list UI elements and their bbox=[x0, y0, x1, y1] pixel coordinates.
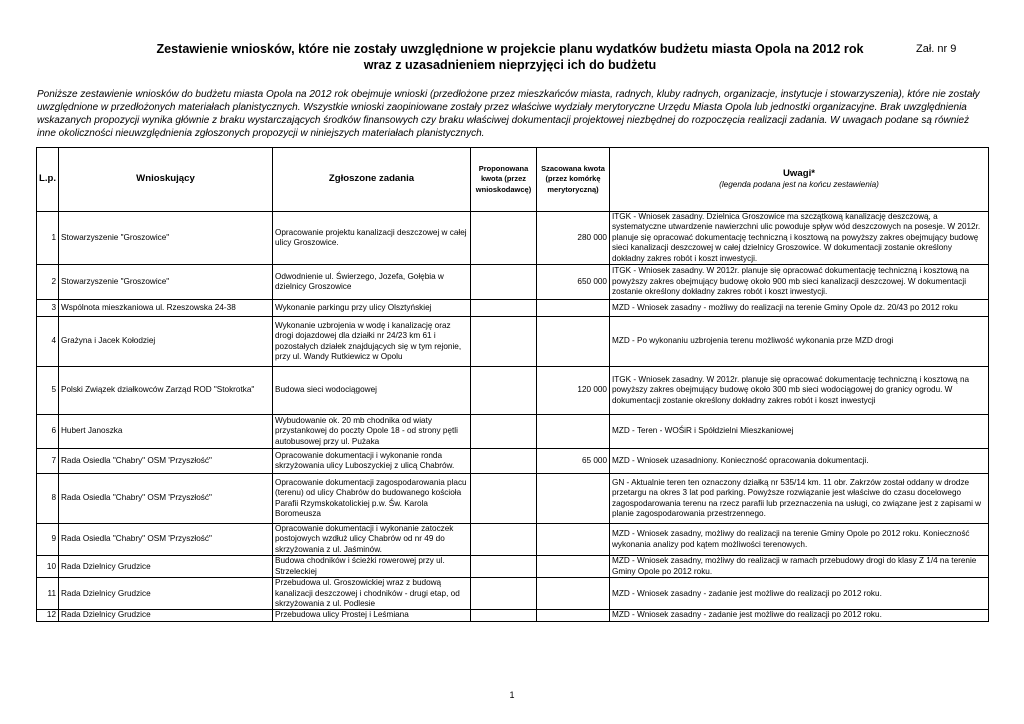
cell-remarks: MZD - Wniosek zasadny - zadanie jest możliwe do realizacji po 2012 roku. bbox=[610, 610, 989, 621]
table-row bbox=[37, 367, 989, 415]
cell-proposed-amount bbox=[471, 524, 537, 556]
cell-applicant: Rada Osiedla "Chabry" OSM 'Przyszłość" bbox=[59, 449, 273, 474]
cell-task: Opracowanie projektu kanalizacji deszczowej w całej ulicy Groszowice. bbox=[273, 212, 471, 265]
page-number: 1 bbox=[509, 690, 515, 700]
cell-applicant: Hubert Janoszka bbox=[59, 415, 273, 449]
cell-proposed-amount bbox=[471, 317, 537, 367]
table-row bbox=[37, 474, 989, 524]
cell-applicant: Rada Dzielnicy Grudzice bbox=[59, 578, 273, 610]
cell-applicant: Rada Dzielnicy Grudzice bbox=[59, 610, 273, 621]
cell-lp: 5 bbox=[37, 367, 59, 415]
table-row bbox=[37, 300, 989, 317]
header-task: Zgłoszone zadania bbox=[273, 148, 471, 212]
table-row bbox=[37, 212, 989, 265]
title-line-2: wraz z uzasadnieniem nieprzyjęci ich do budżetu bbox=[363, 58, 657, 72]
cell-proposed-amount bbox=[471, 367, 537, 415]
table-header-row bbox=[37, 148, 989, 212]
cell-lp: 2 bbox=[37, 265, 59, 300]
cell-remarks: MZD - Po wykonaniu uzbrojenia terenu możliwość wykonania prze MZD drogi bbox=[610, 317, 989, 367]
cell-estimated-amount bbox=[537, 610, 610, 621]
header-applicant: Wnioskujący bbox=[59, 148, 273, 212]
cell-lp: 1 bbox=[37, 212, 59, 265]
cell-applicant: Wspólnota mieszkaniowa ul. Rzeszowska 24-38 bbox=[59, 300, 273, 317]
cell-estimated-amount: 280 000 bbox=[537, 212, 610, 265]
cell-estimated-amount: 650 000 bbox=[537, 265, 610, 300]
cell-remarks: MZD - Wniosek zasadny, możliwy do realizacji w ramach przebudowy drogi do klasy Z 1/4 na terenie Gminy Opole po 2012 roku. bbox=[610, 556, 989, 578]
cell-applicant: Polski Związek działkowców Zarząd ROD "Stokrotka" bbox=[59, 367, 273, 415]
table-row bbox=[37, 317, 989, 367]
attachment-label: Zał. nr 9 bbox=[916, 43, 957, 55]
cell-lp: 4 bbox=[37, 317, 59, 367]
header-lp: L.p. bbox=[37, 148, 59, 212]
cell-applicant: Rada Osiedla "Chabry" OSM 'Przyszłość" bbox=[59, 524, 273, 556]
cell-estimated-amount bbox=[537, 300, 610, 317]
cell-proposed-amount bbox=[471, 212, 537, 265]
cell-applicant: Stowarzyszenie "Groszowice" bbox=[59, 265, 273, 300]
header-estimated-amount: Szacowana kwota (przez komórkę merytoryczną) bbox=[537, 148, 610, 212]
header-remarks bbox=[610, 148, 989, 212]
cell-remarks: MZD - Wniosek uzasadniony. Konieczność opracowania dokumentacji. bbox=[610, 449, 989, 474]
cell-remarks: MZD - Wniosek zasadny - zadanie jest możliwe do realizacji po 2012 roku. bbox=[610, 578, 989, 610]
cell-estimated-amount bbox=[537, 578, 610, 610]
cell-applicant: Rada Dzielnicy Grudzice bbox=[59, 556, 273, 578]
title-line-1: Zestawienie wniosków, które nie zostały uwzględnione w projekcie planu wydatków budżetu miasta Opola na 2012 rok bbox=[156, 42, 864, 56]
cell-task: Opracowanie dokumentacji zagospodarowania placu (terenu) od ulicy Chabrów do budowanego kościoła Parafii Rzymskokatolickiej p.w. Św. Karola Boromeusza bbox=[273, 474, 471, 524]
cell-task: Przebudowa ulicy Prostej i Leśmiana bbox=[273, 610, 471, 621]
cell-lp: 9 bbox=[37, 524, 59, 556]
cell-lp: 10 bbox=[37, 556, 59, 578]
cell-remarks: GN - Aktualnie teren ten oznaczony działką nr 535/14 km. 11 obr. Zakrzów został oddany w drodze przetargu na okres 3 lat pod parking. Powyższe rozwiązanie jest właściwe do czasu docelowego zagospodarowania terenu na rzecz parafii lub przeznaczenia na usługi, co związane jest z zapisami w planie zagospodarowania przestrzennego. bbox=[610, 474, 989, 524]
cell-task: Wybudowanie ok. 20 mb chodnika od wiaty przystankowej do poczty Opole 18 - od strony pętli autobusowej przy ul. Pużaka bbox=[273, 415, 471, 449]
cell-task: Opracowanie dokumentacji i wykonanie zatoczek postojowych wzdłuż ulicy Chabrów od nr 49 do skrzyżowania z ul. Jaśminów. bbox=[273, 524, 471, 556]
cell-remarks: MZD - Teren - WOŚiR i Spółdzielni Mieszkaniowej bbox=[610, 415, 989, 449]
table-body bbox=[37, 212, 989, 622]
table-row bbox=[37, 610, 989, 621]
header-remarks-legend: (legenda podana jest na końcu zestawienia) bbox=[719, 179, 879, 189]
table-row bbox=[37, 415, 989, 449]
cell-estimated-amount: 65 000 bbox=[537, 449, 610, 474]
cell-task: Wykonanie uzbrojenia w wodę i kanalizację oraz drogi dojazdowej dla działki nr 24/23 km 61 i pozostałych działek znajdujących się w tym rejonie, przy ul. Wandy Rutkiewicz w Opolu bbox=[273, 317, 471, 367]
cell-applicant: Rada Osiedla "Chabry" OSM 'Przyszłość" bbox=[59, 474, 273, 524]
cell-task: Odwodnienie ul. Świerzego, Jozefa, Gołębia w dzielnicy Groszowice bbox=[273, 265, 471, 300]
cell-remarks: ITGK - Wniosek zasadny. W 2012r. planuje się opracować dokumentację techniczną i kosztową na powyższy zakres obejmujący budowę około 300 mb sieci wodociągowej do granicy ogrodu. W dokumentacji zostanie określony dokładny zakres robót i koszt inwestycji bbox=[610, 367, 989, 415]
cell-proposed-amount bbox=[471, 556, 537, 578]
cell-estimated-amount bbox=[537, 317, 610, 367]
table-row bbox=[37, 578, 989, 610]
cell-remarks: ITGK - Wniosek zasadny. Dzielnica Groszowice ma szczątkową kanalizację deszczową, a systematyczne utwardzenie nawierzchni ulic powoduje spływ wód deszczowych na posesje. W 2012r. planuje się opracować dokumentację techniczną i kosztową na powyższy zakres obejmujący budowę sieci kanalizacji deszczowej w całej dzielnicy Groszowice. W dokumentacji zostanie określony dokładny zakres robót i koszt inwestycji. bbox=[610, 212, 989, 265]
table-row bbox=[37, 265, 989, 300]
cell-proposed-amount bbox=[471, 578, 537, 610]
cell-estimated-amount bbox=[537, 474, 610, 524]
cell-applicant: Stowarzyszenie "Groszowice" bbox=[59, 212, 273, 265]
header-proposed-amount: Proponowana kwota (przez wnioskodawcę) bbox=[471, 148, 537, 212]
cell-lp: 11 bbox=[37, 578, 59, 610]
cell-proposed-amount bbox=[471, 610, 537, 621]
cell-proposed-amount bbox=[471, 474, 537, 524]
cell-applicant: Grażyna i Jacek Kołodziej bbox=[59, 317, 273, 367]
cell-task: Wykonanie parkingu przy ulicy Olsztyńskiej bbox=[273, 300, 471, 317]
cell-lp: 7 bbox=[37, 449, 59, 474]
intro-paragraph: Poniższe zestawienie wniosków do budżetu miasta Opola na 2012 rok obejmuje wnioski (przedłożone przez mieszkańców miasta, radnych, kluby radnych, organizacje, instytucje i stowarzyszenia), które nie zostały uwzględnione w przedłożonych materiałach planistycznych. Wszystkie wnioski zaopiniowane zostały przez właściwe wydziały merytoryczne Urzędu Miasta Opola lub jednostki organizacyjne. Brak uwzględnienia wskazanych propozycji wynika głównie z braku wystarczających środków finansowych czy braku właściwej dokumentacji projektowej niezbędnej do rozpoczęcia realizacji zadania. W uwagach podane są również inne okoliczności nieuwzględnienia zgłoszonych propozycji w niniejszych materiałach planistycznych. bbox=[37, 89, 980, 139]
document-title bbox=[140, 41, 880, 73]
cell-estimated-amount bbox=[537, 524, 610, 556]
cell-lp: 12 bbox=[37, 610, 59, 621]
cell-estimated-amount bbox=[537, 415, 610, 449]
cell-task: Budowa sieci wodociągowej bbox=[273, 367, 471, 415]
table-row bbox=[37, 524, 989, 556]
cell-lp: 6 bbox=[37, 415, 59, 449]
requests-table bbox=[36, 147, 989, 622]
header-remarks-title: Uwagi* bbox=[783, 168, 815, 180]
cell-remarks: MZD - Wniosek zasadny - możliwy do realizacji na terenie Gminy Opole dz. 20/43 po 2012 roku bbox=[610, 300, 989, 317]
cell-task: Opracowanie dokumentacji i wykonanie ronda skrzyżowania ulicy Luboszyckiej z ulicą Chabrów. bbox=[273, 449, 471, 474]
table-row bbox=[37, 449, 989, 474]
cell-proposed-amount bbox=[471, 265, 537, 300]
cell-remarks: MZD - Wniosek zasadny, możliwy do realizacji na terenie Gminy Opole po 2012 roku. Konieczność wykonania analizy pod kątem możliwości terenowych. bbox=[610, 524, 989, 556]
cell-proposed-amount bbox=[471, 449, 537, 474]
cell-lp: 8 bbox=[37, 474, 59, 524]
cell-proposed-amount bbox=[471, 415, 537, 449]
cell-task: Budowa chodników i ścieżki rowerowej przy ul. Strzeleckiej bbox=[273, 556, 471, 578]
cell-estimated-amount bbox=[537, 556, 610, 578]
cell-proposed-amount bbox=[471, 300, 537, 317]
table-row bbox=[37, 556, 989, 578]
cell-task: Przebudowa ul. Groszowickiej wraz z budową kanalizacji deszczowej i chodników - drugi etap, od skrzyżowania z ul. Podlesie bbox=[273, 578, 471, 610]
cell-lp: 3 bbox=[37, 300, 59, 317]
cell-remarks: ITGK - Wniosek zasadny. W 2012r. planuje się opracować dokumentację techniczną i kosztową na powyższy zakres obejmujący budowę około 900 mb sieci kanalizacji deszczowej. W dokumentacji zostanie określony dokładny zakres robót i koszt inwestycji. bbox=[610, 265, 989, 300]
cell-estimated-amount: 120 000 bbox=[537, 367, 610, 415]
